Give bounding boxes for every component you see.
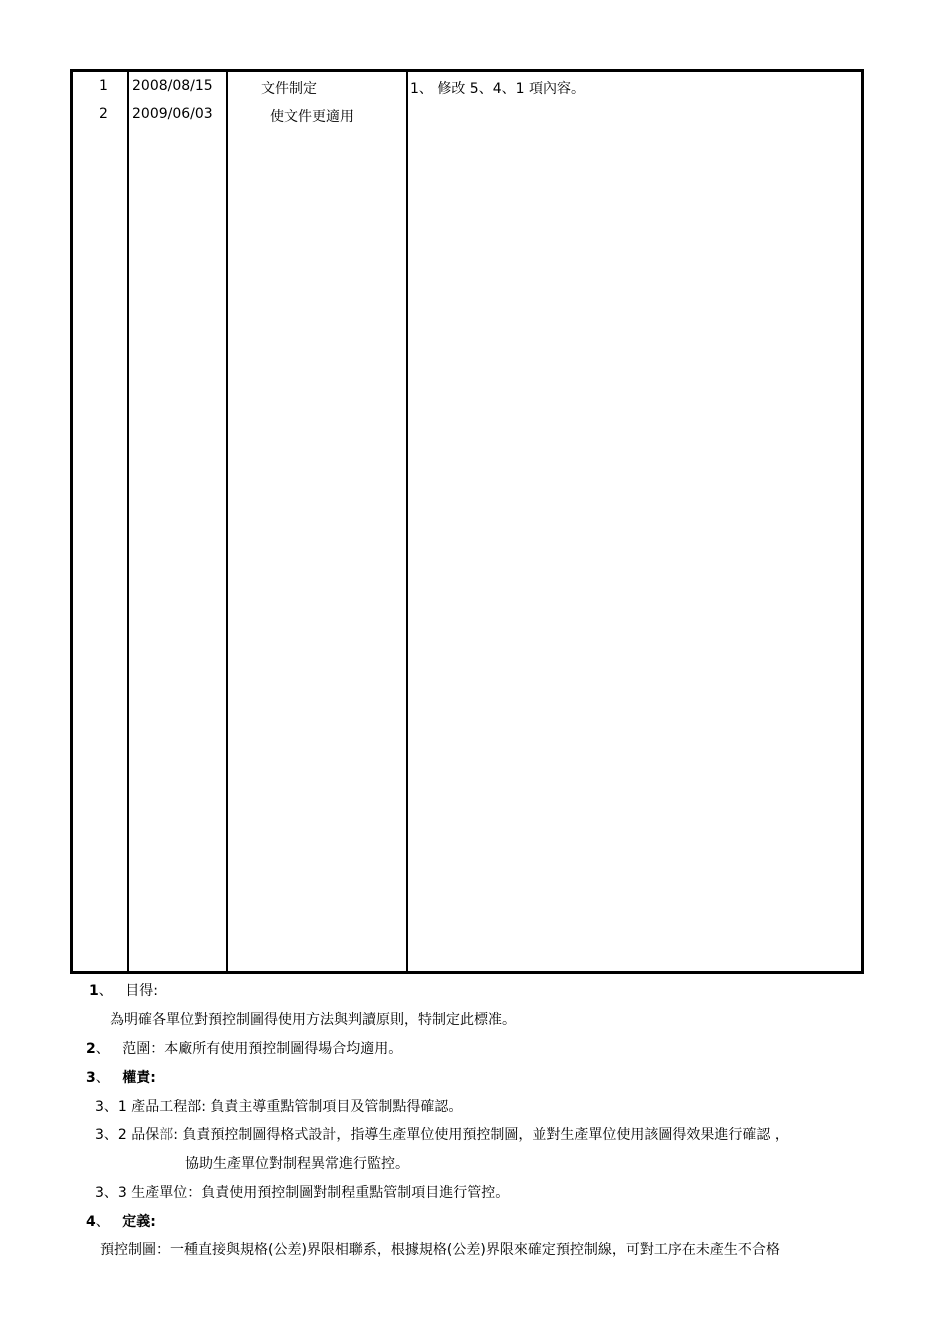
- section-2: [86, 1038, 402, 1058]
- item-dept: 部: [159, 1127, 174, 1143]
- responsibility-item-2: [95, 1124, 789, 1144]
- section-number: 3: [86, 1070, 96, 1086]
- separator: 、: [95, 1070, 110, 1086]
- separator: 、: [95, 1214, 110, 1230]
- revision-number: 2: [99, 106, 108, 122]
- item-prefix: 3、2 品保: [95, 1127, 160, 1143]
- item-text: : 負責預控制圖得格式設計，指導生產單位使用預控制圖，並對生產單位使用該圖得效果進行確認 ，: [173, 1127, 789, 1143]
- column-divider: [226, 72, 228, 971]
- revision-reason: 使文件更適用: [270, 109, 354, 125]
- section-title: 目得:: [125, 983, 158, 999]
- section-1-heading: [89, 980, 158, 1000]
- section-number: 1: [89, 983, 99, 999]
- section-4-heading: [86, 1211, 156, 1231]
- section-number: 4: [86, 1214, 96, 1230]
- separator: 、: [98, 983, 113, 999]
- section-text: 范圍：本廠所有使用預控制圖得場合均適用。: [122, 1041, 403, 1057]
- revision-date: 2009/06/03: [132, 106, 213, 122]
- section-title: 定義:: [122, 1214, 156, 1230]
- section-3-heading: [86, 1067, 156, 1087]
- revision-date: 2008/08/15: [132, 78, 213, 94]
- column-divider: [406, 72, 408, 971]
- section-number: 2: [86, 1041, 96, 1057]
- column-divider: [127, 72, 129, 971]
- section-1-body: 為明確各單位對預控制圖得使用方法與判讀原則，特制定此標准。: [110, 1012, 516, 1028]
- responsibility-item-1: 3、1 產品工程部: 負責主導重點管制項目及管制點得確認。: [95, 1099, 463, 1115]
- responsibility-item-2-continued: 協助生產單位對制程異常進行監控。: [185, 1156, 409, 1172]
- responsibility-item-3: 3、3 生產單位：負責使用預控制圖對制程重點管制項目進行管控。: [95, 1185, 510, 1201]
- revision-reason: 文件制定: [261, 81, 317, 97]
- revision-content: 1、 修改 5、4、1 項內容。: [410, 81, 585, 97]
- revision-table: [70, 69, 864, 974]
- separator: 、: [95, 1041, 110, 1057]
- definition-body: 預控制圖：一種直接與規格(公差)界限相聯系，根據規格(公差)界限來確定預控制線，可對工序在未產生不合格: [100, 1242, 780, 1258]
- section-title: 權責:: [122, 1070, 156, 1086]
- revision-number: 1: [99, 78, 108, 94]
